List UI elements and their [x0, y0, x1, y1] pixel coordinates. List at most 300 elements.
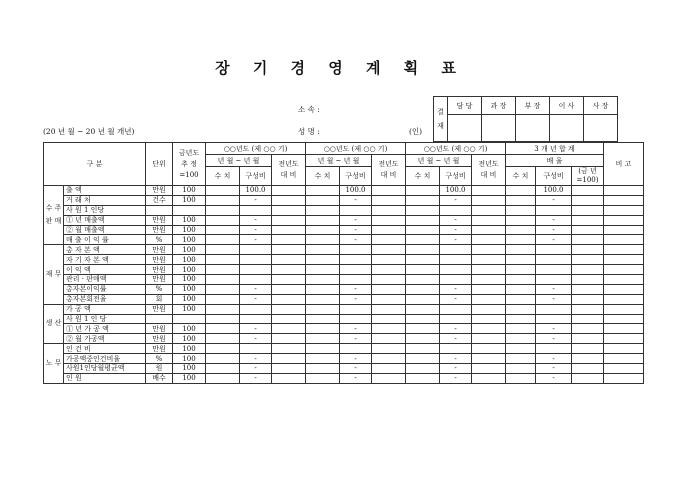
value-cell[interactable] [506, 235, 536, 245]
value-cell[interactable] [506, 265, 536, 275]
ratio-cell[interactable]: - [240, 334, 272, 344]
compare-cell[interactable] [272, 245, 306, 255]
ratio-cell[interactable]: - [240, 195, 272, 205]
row-unit: % [146, 284, 173, 294]
remarks-cell[interactable] [604, 354, 644, 364]
total-ratio-cell[interactable] [572, 314, 604, 324]
total-ratio-cell[interactable] [572, 284, 604, 294]
ratio-cell[interactable]: - [340, 334, 372, 344]
total-ratio-cell[interactable] [572, 364, 604, 374]
ratio-cell[interactable]: - [536, 373, 572, 383]
table-row [44, 284, 644, 294]
ratio-cell[interactable] [536, 304, 572, 314]
row-label: ① 년 매출액 [64, 215, 146, 225]
ratio-cell[interactable] [440, 265, 472, 275]
ratio-cell[interactable]: - [340, 373, 372, 383]
ratio-cell[interactable] [340, 245, 372, 255]
ratio-cell[interactable] [240, 255, 272, 265]
ratio-cell[interactable]: - [440, 294, 472, 304]
total-ratio-cell[interactable] [572, 195, 604, 205]
row-base-value: 100 [173, 275, 206, 285]
remarks-cell[interactable] [604, 344, 644, 354]
row-base-value: 100 [173, 334, 206, 344]
value-cell[interactable] [306, 195, 340, 205]
compare-cell[interactable] [272, 186, 306, 196]
value-cell[interactable] [206, 225, 240, 235]
compare-cell[interactable] [472, 205, 506, 215]
value-cell[interactable] [206, 324, 240, 334]
ratio-cell[interactable] [440, 314, 472, 324]
compare-cell[interactable] [272, 324, 306, 334]
ratio-cell[interactable] [240, 314, 272, 324]
remarks-cell[interactable] [604, 215, 644, 225]
ratio-cell[interactable]: - [536, 364, 572, 374]
header-year-group: ○○년도 (제 ○○ 기) [406, 143, 506, 155]
compare-cell[interactable] [472, 294, 506, 304]
ratio-cell[interactable]: - [440, 334, 472, 344]
ratio-cell[interactable] [536, 275, 572, 285]
value-cell[interactable] [506, 324, 536, 334]
compare-cell[interactable] [272, 255, 306, 265]
ratio-cell[interactable]: - [440, 235, 472, 245]
ratio-cell[interactable]: - [536, 284, 572, 294]
remarks-cell[interactable] [604, 186, 644, 196]
row-base-value: 100 [173, 245, 206, 255]
section-label: 수 주 판 매 [44, 186, 64, 245]
value-cell[interactable] [406, 195, 440, 205]
value-cell[interactable] [306, 344, 340, 354]
ratio-cell[interactable]: - [340, 364, 372, 374]
compare-cell[interactable] [472, 314, 506, 324]
value-cell[interactable] [406, 275, 440, 285]
table-row [44, 255, 644, 265]
ratio-cell[interactable] [536, 245, 572, 255]
ratio-cell[interactable]: 100.0 [340, 186, 372, 196]
compare-cell[interactable] [472, 334, 506, 344]
compare-cell[interactable] [472, 304, 506, 314]
ratio-cell[interactable] [340, 205, 372, 215]
value-cell[interactable] [306, 245, 340, 255]
compare-cell[interactable] [272, 275, 306, 285]
remarks-cell[interactable] [604, 334, 644, 344]
header-ratio: 구성비 [536, 167, 572, 186]
seal-label: (인) [409, 127, 423, 136]
compare-cell[interactable] [372, 294, 406, 304]
ratio-cell[interactable] [340, 255, 372, 265]
value-cell[interactable] [406, 364, 440, 374]
table-row [44, 225, 644, 235]
compare-cell[interactable] [472, 265, 506, 275]
total-ratio-cell[interactable] [572, 324, 604, 334]
remarks-cell[interactable] [604, 255, 644, 265]
value-cell[interactable] [506, 275, 536, 285]
total-ratio-cell[interactable] [572, 225, 604, 235]
ratio-cell[interactable] [440, 205, 472, 215]
total-ratio-cell[interactable] [572, 275, 604, 285]
value-cell[interactable] [406, 255, 440, 265]
remarks-cell[interactable] [604, 205, 644, 215]
table-row [44, 354, 644, 364]
ratio-cell[interactable]: - [440, 195, 472, 205]
value-cell[interactable] [406, 334, 440, 344]
compare-cell[interactable] [472, 235, 506, 245]
value-cell[interactable] [206, 195, 240, 205]
value-cell[interactable] [506, 225, 536, 235]
ratio-cell[interactable] [440, 304, 472, 314]
ratio-cell[interactable]: - [340, 195, 372, 205]
value-cell[interactable] [406, 205, 440, 215]
total-ratio-cell[interactable] [572, 354, 604, 364]
remarks-cell[interactable] [604, 275, 644, 285]
approval-side-label: 결 재 [434, 97, 448, 142]
compare-cell[interactable] [472, 284, 506, 294]
value-cell[interactable] [206, 235, 240, 245]
ratio-cell[interactable]: - [240, 324, 272, 334]
remarks-cell[interactable] [604, 314, 644, 324]
value-cell[interactable] [406, 324, 440, 334]
compare-cell[interactable] [472, 373, 506, 383]
value-cell[interactable] [206, 304, 240, 314]
compare-cell[interactable] [372, 186, 406, 196]
ratio-cell[interactable] [440, 275, 472, 285]
value-cell[interactable] [306, 215, 340, 225]
compare-cell[interactable] [472, 245, 506, 255]
ratio-cell[interactable] [240, 304, 272, 314]
value-cell[interactable] [206, 314, 240, 324]
header-year-group: ○○년도 (제 ○○ 기) [206, 143, 306, 155]
total-ratio-cell[interactable] [572, 334, 604, 344]
table-row [44, 324, 644, 334]
header-value: 수 치 [306, 167, 340, 186]
value-cell[interactable] [406, 186, 440, 196]
compare-cell[interactable] [272, 304, 306, 314]
ratio-cell[interactable]: - [340, 324, 372, 334]
remarks-cell[interactable] [604, 195, 644, 205]
remarks-cell[interactable] [604, 245, 644, 255]
compare-cell[interactable] [372, 284, 406, 294]
total-ratio-cell[interactable] [572, 235, 604, 245]
compare-cell[interactable] [372, 344, 406, 354]
ratio-cell[interactable] [340, 275, 372, 285]
ratio-cell[interactable] [240, 275, 272, 285]
value-cell[interactable] [306, 314, 340, 324]
value-cell[interactable] [206, 364, 240, 374]
ratio-cell[interactable] [240, 265, 272, 275]
value-cell[interactable] [406, 235, 440, 245]
ratio-cell[interactable]: 100.0 [240, 186, 272, 196]
row-label: ② 월 가공액 [64, 334, 146, 344]
header-unit: 단위 [146, 143, 173, 186]
value-cell[interactable] [406, 373, 440, 383]
compare-cell[interactable] [372, 324, 406, 334]
ratio-cell[interactable] [536, 265, 572, 275]
plan-table [43, 142, 644, 384]
value-cell[interactable] [306, 235, 340, 245]
ratio-cell[interactable]: - [340, 215, 372, 225]
ratio-cell[interactable]: - [536, 354, 572, 364]
ratio-cell[interactable] [340, 265, 372, 275]
value-cell[interactable] [506, 354, 536, 364]
total-ratio-cell[interactable] [572, 205, 604, 215]
compare-cell[interactable] [472, 186, 506, 196]
ratio-cell[interactable] [440, 344, 472, 354]
header-prev-compare: 전년도 대 비 [472, 155, 506, 186]
compare-cell[interactable] [272, 354, 306, 364]
value-cell[interactable] [206, 284, 240, 294]
value-cell[interactable] [506, 373, 536, 383]
value-cell[interactable] [206, 255, 240, 265]
ratio-cell[interactable] [340, 314, 372, 324]
ratio-cell[interactable]: - [240, 294, 272, 304]
ratio-cell[interactable]: - [440, 225, 472, 235]
value-cell[interactable] [406, 245, 440, 255]
ratio-cell[interactable]: 100.0 [536, 186, 572, 196]
value-cell[interactable] [306, 205, 340, 215]
value-cell[interactable] [506, 215, 536, 225]
compare-cell[interactable] [472, 354, 506, 364]
value-cell[interactable] [206, 215, 240, 225]
ratio-cell[interactable]: - [440, 215, 472, 225]
compare-cell[interactable] [372, 304, 406, 314]
signature-cell[interactable] [584, 115, 618, 142]
signature-cell[interactable] [516, 115, 550, 142]
signature-cell[interactable] [482, 115, 516, 142]
table-row [44, 314, 644, 324]
ratio-cell[interactable]: - [240, 373, 272, 383]
compare-cell[interactable] [272, 284, 306, 294]
row-label: 이 익 액 [64, 265, 146, 275]
ratio-cell[interactable]: - [440, 373, 472, 383]
compare-cell[interactable] [372, 225, 406, 235]
value-cell[interactable] [306, 255, 340, 265]
remarks-cell[interactable] [604, 364, 644, 374]
compare-cell[interactable] [472, 215, 506, 225]
ratio-cell[interactable]: - [240, 284, 272, 294]
value-cell[interactable] [206, 344, 240, 354]
value-cell[interactable] [306, 186, 340, 196]
value-cell[interactable] [406, 265, 440, 275]
row-base-value: 100 [173, 344, 206, 354]
ratio-cell[interactable]: - [536, 324, 572, 334]
total-ratio-cell[interactable] [572, 304, 604, 314]
header-prev-compare: 전년도 대 비 [372, 155, 406, 186]
value-cell[interactable] [406, 304, 440, 314]
table-row [44, 245, 644, 255]
compare-cell[interactable] [372, 354, 406, 364]
value-cell[interactable] [506, 344, 536, 354]
compare-cell[interactable] [372, 364, 406, 374]
ratio-cell[interactable]: - [240, 215, 272, 225]
ratio-cell[interactable]: - [340, 284, 372, 294]
signature-cell[interactable] [550, 115, 584, 142]
compare-cell[interactable] [272, 265, 306, 275]
ratio-cell[interactable]: - [536, 235, 572, 245]
compare-cell[interactable] [372, 235, 406, 245]
value-cell[interactable] [506, 304, 536, 314]
value-cell[interactable] [306, 265, 340, 275]
ratio-cell[interactable]: 100.0 [440, 186, 472, 196]
ratio-cell[interactable]: - [340, 235, 372, 245]
total-ratio-cell[interactable] [572, 344, 604, 354]
approval-role: 사 장 [584, 97, 618, 115]
ratio-cell[interactable] [240, 344, 272, 354]
value-cell[interactable] [306, 294, 340, 304]
ratio-cell[interactable] [536, 314, 572, 324]
ratio-cell[interactable]: - [340, 354, 372, 364]
remarks-cell[interactable] [604, 294, 644, 304]
compare-cell[interactable] [372, 265, 406, 275]
value-cell[interactable] [206, 294, 240, 304]
compare-cell[interactable] [372, 245, 406, 255]
value-cell[interactable] [306, 225, 340, 235]
header-total-group: 3 개 년 합 계 [506, 143, 604, 155]
value-cell[interactable] [406, 225, 440, 235]
compare-cell[interactable] [272, 334, 306, 344]
value-cell[interactable] [406, 215, 440, 225]
value-cell[interactable] [406, 284, 440, 294]
value-cell[interactable] [506, 186, 536, 196]
value-cell[interactable] [506, 334, 536, 344]
compare-cell[interactable] [472, 195, 506, 205]
compare-cell[interactable] [272, 364, 306, 374]
value-cell[interactable] [406, 354, 440, 364]
compare-cell[interactable] [472, 275, 506, 285]
value-cell[interactable] [506, 314, 536, 324]
value-cell[interactable] [506, 195, 536, 205]
row-base-value: 100 [173, 186, 206, 196]
ratio-cell[interactable] [536, 255, 572, 265]
value-cell[interactable] [506, 364, 536, 374]
compare-cell[interactable] [472, 324, 506, 334]
compare-cell[interactable] [372, 195, 406, 205]
row-unit: 원 [146, 364, 173, 374]
value-cell[interactable] [506, 255, 536, 265]
signature-cell[interactable] [448, 115, 482, 142]
ratio-cell[interactable]: - [340, 294, 372, 304]
value-cell[interactable] [306, 324, 340, 334]
value-cell[interactable] [206, 373, 240, 383]
ratio-cell[interactable]: - [440, 364, 472, 374]
compare-cell[interactable] [372, 373, 406, 383]
compare-cell[interactable] [372, 205, 406, 215]
value-cell[interactable] [206, 354, 240, 364]
ratio-cell[interactable]: - [340, 225, 372, 235]
value-cell[interactable] [506, 294, 536, 304]
ratio-cell[interactable]: - [536, 294, 572, 304]
ratio-cell[interactable]: - [440, 354, 472, 364]
ratio-cell[interactable]: - [536, 225, 572, 235]
row-unit: 만원 [146, 324, 173, 334]
ratio-cell[interactable] [536, 205, 572, 215]
ratio-cell[interactable]: - [536, 215, 572, 225]
remarks-cell[interactable] [604, 235, 644, 245]
compare-cell[interactable] [372, 275, 406, 285]
ratio-cell[interactable] [240, 205, 272, 215]
total-ratio-cell[interactable] [572, 186, 604, 196]
compare-cell[interactable] [272, 344, 306, 354]
ratio-cell[interactable] [440, 255, 472, 265]
compare-cell[interactable] [372, 215, 406, 225]
compare-cell[interactable] [272, 225, 306, 235]
table-row [44, 186, 644, 196]
approval-role: 부 장 [516, 97, 550, 115]
remarks-cell[interactable] [604, 225, 644, 235]
value-cell[interactable] [406, 314, 440, 324]
compare-cell[interactable] [272, 294, 306, 304]
ratio-cell[interactable] [536, 344, 572, 354]
ratio-cell[interactable]: - [440, 324, 472, 334]
ratio-cell[interactable]: - [240, 225, 272, 235]
compare-cell[interactable] [372, 334, 406, 344]
value-cell[interactable] [506, 284, 536, 294]
ratio-cell[interactable] [440, 245, 472, 255]
value-cell[interactable] [206, 275, 240, 285]
total-ratio-cell[interactable] [572, 373, 604, 383]
ratio-cell[interactable]: - [536, 195, 572, 205]
remarks-cell[interactable] [604, 304, 644, 314]
remarks-cell[interactable] [604, 265, 644, 275]
compare-cell[interactable] [272, 215, 306, 225]
compare-cell[interactable] [472, 344, 506, 354]
row-unit: 만원 [146, 275, 173, 285]
value-cell[interactable] [306, 275, 340, 285]
value-cell[interactable] [206, 205, 240, 215]
compare-cell[interactable] [272, 205, 306, 215]
value-cell[interactable] [206, 334, 240, 344]
ratio-cell[interactable]: - [440, 284, 472, 294]
compare-cell[interactable] [372, 255, 406, 265]
compare-cell[interactable] [272, 373, 306, 383]
value-cell[interactable] [306, 354, 340, 364]
value-cell[interactable] [206, 186, 240, 196]
value-cell[interactable] [206, 245, 240, 255]
compare-cell[interactable] [272, 314, 306, 324]
ratio-cell[interactable]: - [536, 334, 572, 344]
compare-cell[interactable] [472, 225, 506, 235]
value-cell[interactable] [306, 334, 340, 344]
total-ratio-cell[interactable] [572, 255, 604, 265]
remarks-cell[interactable] [604, 284, 644, 294]
value-cell[interactable] [306, 284, 340, 294]
value-cell[interactable] [206, 265, 240, 275]
remarks-cell[interactable] [604, 324, 644, 334]
value-cell[interactable] [506, 205, 536, 215]
value-cell[interactable] [306, 304, 340, 314]
value-cell[interactable] [406, 294, 440, 304]
compare-cell[interactable] [372, 314, 406, 324]
ratio-cell[interactable] [240, 245, 272, 255]
ratio-cell[interactable] [340, 344, 372, 354]
remarks-cell[interactable] [604, 373, 644, 383]
total-ratio-cell[interactable] [572, 294, 604, 304]
ratio-cell[interactable]: - [240, 364, 272, 374]
value-cell[interactable] [306, 364, 340, 374]
ratio-cell[interactable] [340, 304, 372, 314]
ratio-cell[interactable]: - [240, 235, 272, 245]
compare-cell[interactable] [272, 235, 306, 245]
total-ratio-cell[interactable] [572, 215, 604, 225]
value-cell[interactable] [506, 245, 536, 255]
compare-cell[interactable] [472, 255, 506, 265]
total-ratio-cell[interactable] [572, 245, 604, 255]
compare-cell[interactable] [272, 195, 306, 205]
ratio-cell[interactable]: - [240, 354, 272, 364]
row-label: 관리 · 판매액 [64, 275, 146, 285]
value-cell[interactable] [306, 373, 340, 383]
total-ratio-cell[interactable] [572, 265, 604, 275]
compare-cell[interactable] [472, 364, 506, 374]
value-cell[interactable] [406, 344, 440, 354]
